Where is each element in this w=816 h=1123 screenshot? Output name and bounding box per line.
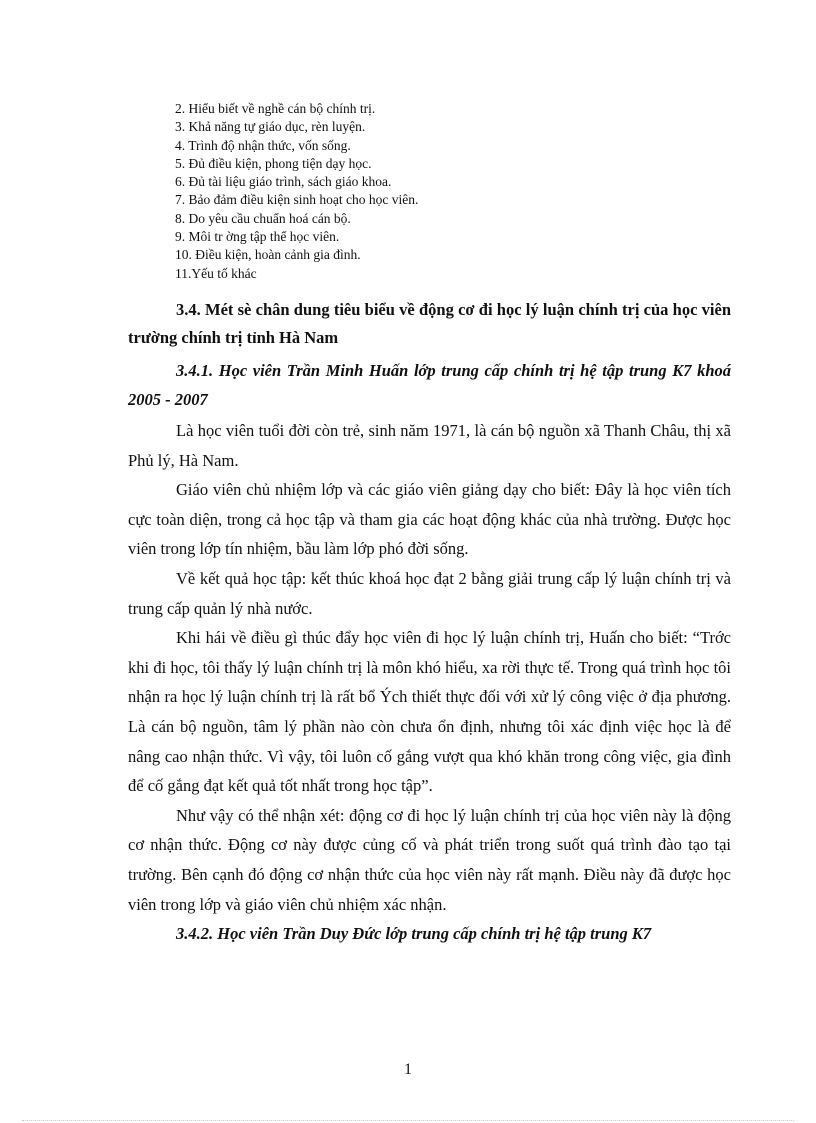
subsection-heading-1: 3.4.1. Học viên Trần Minh Huấn lớp trung cấp chính trị hệ tập trung K7 khoá 2005 - 2007 bbox=[128, 361, 731, 409]
list-item: 2. Hiểu biết về nghề cán bộ chính trị. bbox=[175, 101, 376, 116]
list-item: 6. Đủ tài liệu giáo trình, sách giáo khoa. bbox=[175, 174, 392, 190]
paragraph: Khi hái về điều gì thúc đẩy học viên đi học lý luận chính trị, Huấn cho biết: “Trớc khi đi học, tôi thấy lý luận chính trị là môn khó hiểu, xa rời thực tế. Trong quá trình học tôi nhận ra học lý luận chính trị là rất bổ Ých thiết thực đối với xử lý công việc ở địa phương. Là cán bộ nguồn, tâm lý phần nào còn chưa ổn định, nhưng tôi xác định việc học là để nâng cao nhận thức. Vì vậy, tôi luôn cố gắng vượt qua khó khăn trong công việc, gia đình để cố gắng đạt kết quả tốt nhất trong học tập”. bbox=[128, 628, 731, 796]
body-text bbox=[128, 416, 731, 949]
list-item: 7. Bảo đảm điều kiện sinh hoạt cho học viên. bbox=[175, 192, 419, 208]
section-heading: 3.4. Mét sè chân dung tiêu biểu về động cơ đi học lý luận chính trị của học viên trường chính trị tỉnh Hà Nam bbox=[128, 300, 731, 347]
factor-list bbox=[175, 100, 735, 283]
paragraph: Như vậy có thể nhận xét: động cơ đi học lý luận chính trị của học viên này là động cơ nhận thức. Động cơ này được củng cố và phát triển trong suốt quá trình đào tạo tại trường. Bên cạnh đó động cơ nhận thức của học viên này rất mạnh. Điều này đã được học viên trong lớp và giáo viên chủ nhiệm xác nhận. bbox=[128, 805, 731, 914]
list-item: 8. Do yêu cầu chuẩn hoá cán bộ. bbox=[175, 210, 351, 226]
list-item: 9. Môi tr ờng tập thể học viên. bbox=[175, 229, 340, 245]
subsection-heading-2: 3.4.2. Học viên Trần Duy Đức lớp trung cấp chính trị hệ tập trung K7 bbox=[176, 924, 652, 944]
list-item: 4. Trình độ nhận thức, vốn sống. bbox=[175, 137, 351, 153]
list-item: 5. Đủ điều kiện, phong tiện dạy học. bbox=[175, 155, 372, 171]
list-item: 11.Yếu tố khác bbox=[175, 265, 257, 281]
list-item: 10. Điều kiện, hoàn cảnh gia đình. bbox=[175, 247, 361, 263]
paragraph: Là học viên tuổi đời còn trẻ, sinh năm 1971, là cán bộ nguồn xã Thanh Châu, thị xã Phủ lý, Hà Nam. bbox=[128, 421, 731, 470]
list-item: 3. Khả năng tự giáo dục, rèn luyện. bbox=[175, 119, 366, 135]
page-number: 1 bbox=[404, 1061, 412, 1078]
paragraph: Giáo viên chủ nhiệm lớp và các giáo viên giảng dạy cho biết: Đây là học viên tích cực toàn diện, trong cả học tập và tham gia các hoạt động khác của nhà trường. Được học viên trong lớp tín nhiệm, bầu làm lớp phó đời sống. bbox=[128, 480, 731, 559]
paragraph: Về kết quả học tập: kết thúc khoá học đạt 2 bằng giải trung cấp lý luận chính trị và trung cấp quản lý nhà nước. bbox=[128, 568, 731, 618]
page-bottom-divider bbox=[22, 1120, 794, 1121]
